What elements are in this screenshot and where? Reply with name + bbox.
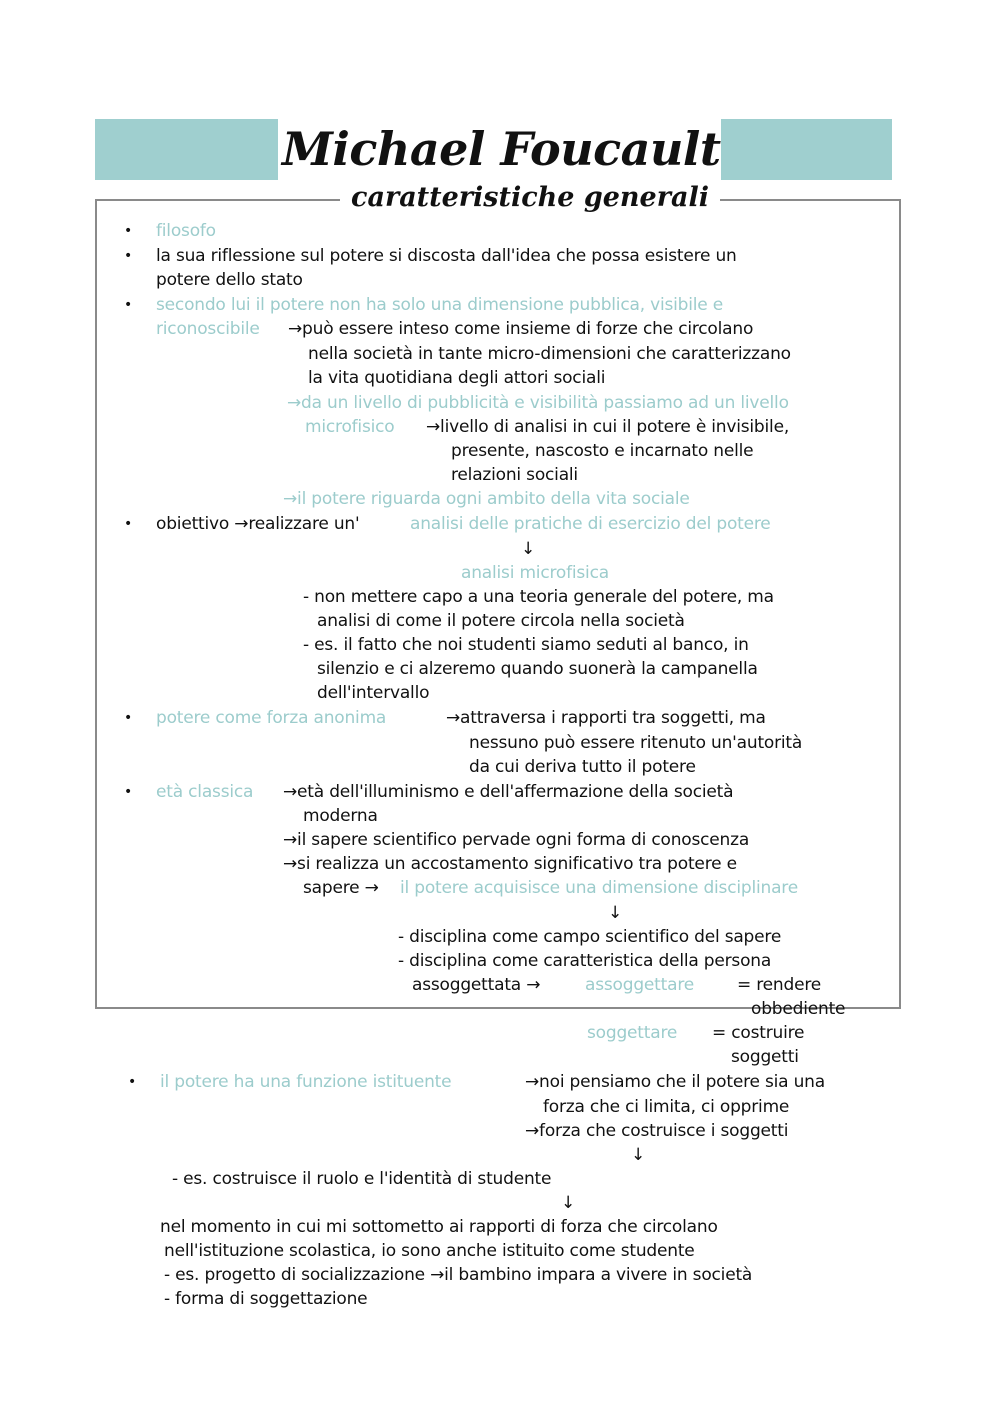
line-30b: assoggettare: [585, 975, 694, 995]
frame-top-right: [720, 199, 901, 201]
line-19: dell'intervallo: [317, 683, 430, 703]
line-27a: sapere →: [303, 878, 379, 898]
line-36: →forza che costruisce i soggetti: [525, 1121, 789, 1141]
down-arrow-1: ↓: [521, 539, 536, 559]
line-13a: obiettivo →realizzare un': [156, 514, 360, 534]
down-arrow-4: ↓: [561, 1193, 576, 1213]
line-14: analisi microfisica: [461, 563, 609, 583]
line-11: relazioni sociali: [451, 465, 578, 485]
line-24: moderna: [303, 806, 378, 826]
line-9b: →livello di analisi in cui il potere è invisibile,: [426, 417, 790, 437]
line-3: potere dello stato: [156, 270, 303, 290]
line-2: la sua riflessione sul potere si discosta dall'idea che possa esistere un: [156, 246, 737, 266]
page-title: Michael Foucault: [282, 122, 721, 176]
bullet-7: •: [128, 1074, 137, 1090]
line-25: →il sapere scientifico pervade ogni forma di conoscenza: [283, 830, 750, 850]
line-41: - forma di soggettazione: [164, 1289, 368, 1309]
line-15: - non mettere capo a una teoria generale del potere, ma: [303, 587, 774, 607]
line-31: obbediente: [751, 999, 846, 1019]
bullet-2: •: [124, 248, 133, 264]
bullet-6: •: [124, 784, 133, 800]
line-34b: →noi pensiamo che il potere sia una: [525, 1072, 825, 1092]
line-4: secondo lui il potere non ha solo una dimensione pubblica, visibile e: [156, 295, 724, 315]
line-17: - es. il fatto che noi studenti siamo seduti al banco, in: [303, 635, 749, 655]
line-5a: riconoscibile: [156, 319, 260, 339]
line-20b: →attraversa i rapporti tra soggetti, ma: [446, 708, 766, 728]
line-27b: il potere acquisisce una dimensione disciplinare: [400, 878, 798, 898]
line-20a: potere come forza anonima: [156, 708, 387, 728]
line-23b: →età dell'illuminismo e dell'affermazione della società: [283, 782, 734, 802]
line-37: - es. costruisce il ruolo e l'identità di studente: [172, 1169, 552, 1189]
line-1: filosofo: [156, 221, 216, 241]
down-arrow-2: ↓: [608, 903, 623, 923]
header-bar-left: [95, 119, 278, 180]
line-10: presente, nascosto e incarnato nelle: [451, 441, 754, 461]
line-35: forza che ci limita, ci opprime: [543, 1097, 790, 1117]
bullet-5: •: [124, 710, 133, 726]
line-32a: soggettare: [587, 1023, 678, 1043]
frame-top-left: [95, 199, 340, 201]
line-29: - disciplina come caratteristica della persona: [398, 951, 772, 971]
line-8: →da un livello di pubblicità e visibilità passiamo ad un livello: [287, 393, 789, 413]
line-30a: assoggettata →: [412, 975, 541, 995]
line-40: - es. progetto di socializzazione →il bambino impara a vivere in società: [164, 1265, 753, 1285]
line-22: da cui deriva tutto il potere: [469, 757, 696, 777]
line-28: - disciplina come campo scientifico del sapere: [398, 927, 782, 947]
bullet-4: •: [124, 516, 133, 532]
line-30c: = rendere: [737, 975, 822, 995]
down-arrow-3: ↓: [631, 1145, 646, 1165]
header-bar-right: [721, 119, 892, 180]
line-7: la vita quotidiana degli attori sociali: [308, 368, 606, 388]
line-13b: analisi delle pratiche di esercizio del potere: [410, 514, 771, 534]
line-18: silenzio e ci alzeremo quando suonerà la campanella: [317, 659, 758, 679]
line-32b: = costruire: [712, 1023, 805, 1043]
line-34a: il potere ha una funzione istituente: [160, 1072, 452, 1092]
line-12: →il potere riguarda ogni ambito della vita sociale: [283, 489, 690, 509]
line-21: nessuno può essere ritenuto un'autorità: [469, 733, 803, 753]
bullet-1: •: [124, 223, 133, 239]
bullet-3: •: [124, 297, 133, 313]
line-5b: →può essere inteso come insieme di forze che circolano: [288, 319, 754, 339]
line-16: analisi di come il potere circola nella società: [317, 611, 685, 631]
line-39: nell'istituzione scolastica, io sono anche istituito come studente: [164, 1241, 695, 1261]
line-38: nel momento in cui mi sottometto ai rapporti di forza che circolano: [160, 1217, 718, 1237]
section-subtitle: caratteristiche generali: [351, 182, 709, 213]
line-6: nella società in tante micro-dimensioni che caratterizzano: [308, 344, 791, 364]
line-33: soggetti: [731, 1047, 799, 1067]
line-9a: microfisico: [305, 417, 395, 437]
line-23a: età classica: [156, 782, 254, 802]
line-26: →si realizza un accostamento significativo tra potere e: [283, 854, 737, 874]
